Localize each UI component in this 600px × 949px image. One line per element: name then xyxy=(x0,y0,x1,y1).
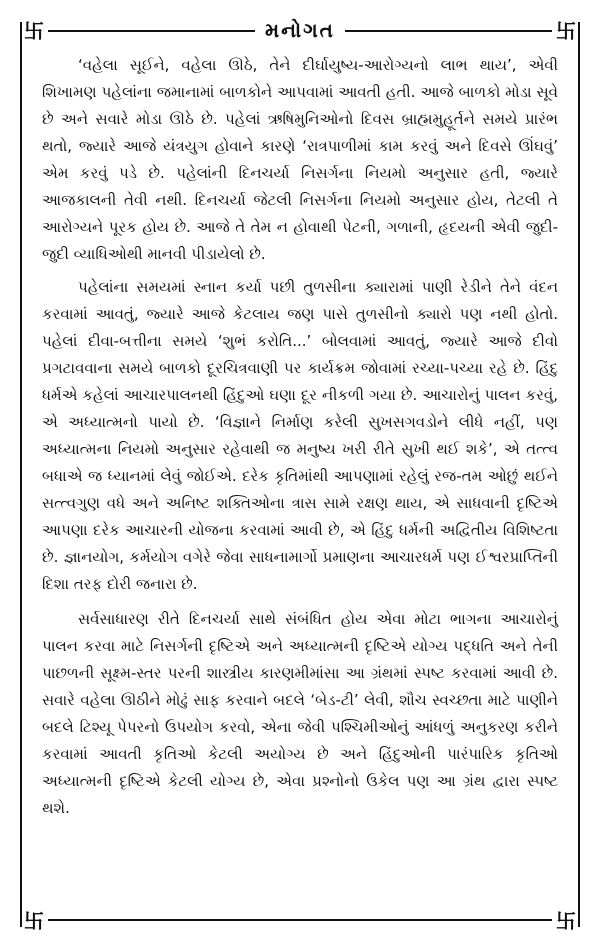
page-border xyxy=(20,14,580,935)
swastika-icon: 卐 xyxy=(556,909,576,933)
paragraph: પહેલાંના સમયમાં સ્નાન કર્યા પછી તુળસીના ક્યારામાં પાણી રેડીને તેને વંદન કરવામાં આવતું, જ્યારે આજે કેટલાય જણ પાસે તુળસીનો ક્યારો પણ નથી હોતો. પહેલાં દીવા-બત્તીના સમયે ‘શુભં કરોતિ...’ બોલવામાં આવતું, જ્યારે આજે દીવો પ્રગટાવવાના સમયે બાળકો દૂરચિત્રવાણી પર કાર્યક્રમ જોવામાં રચ્યા-પચ્યા રહે છે. હિંદુ ધર્મએ કહેલાં આચારપાલનથી હિંદુઓ ઘણા દૂર નીકળી ગયા છે. આચારોનું પાલન કરવું, એ અધ્યાત્મનો પાયો છે. ‘વિજ્ઞાને નિર્માણ કરેલી સુખસગવડોને લીધે નહીં, પણ અધ્યાત્મના નિયમો અનુસાર રહેવાથી જ મનુષ્ય ખરી રીતે સુખી થઈ શકે’, એ તત્ત્વ બધાએ જ ધ્યાનમાં લેવું જોઈએ. દરેક કૃતિમાંથી આપણામાં રહેલું રજ-તમ ઓછું થઈને સત્ત્વગુણ વધે અને અનિષ્ટ શક્તિઓના ત્રાસ સામે રક્ષણ થાય, એ સાધવાની દૃષ્ટિએ આપણા દરેક આચારની યોજના કરવામાં આવી છે, એ હિંદુ ધર્મની અદ્વિતીય વિશિષ્ટતા છે. જ્ઞાનયોગ, કર્મયોગ વગેરે જેવા સાધનામાર્ગો પ્રમાણના આચારધર્મ પણ ઈશ્વરપ્રાપ્તિની દિશા તરફ દોરી જનારા છે. xyxy=(42,278,558,593)
paragraph: સર્વસાધારણ રીતે દિનચર્યા સાથે સંબંધિત હોય એવા મોટા ભાગના આચારોનું પાલન કરવા માટે નિસર્ગની દૃષ્ટિએ અને અધ્યાત્મની દૃષ્ટિએ યોગ્ય પદ્ધતિ અને તેની પાછળની સૂક્ષ્મ-સ્તર પરની શાસ્ત્રીય કારણમીમાંસા આ ગ્રંથમાં સ્પષ્ટ કરવામાં આવી છે. સવારે વહેલા ઊઠીને મોઢું સાફ કરવાને બદલે ‘બેડ-ટી’ લેવી, શૌચ સ્વચ્છતા માટે પાણીને બદલે ટિશ્યૂ પેપરનો ઉપયોગ કરવો, એના જેવી પશ્ચિમીઓનું આંધળું અનુકરણ કરીને કરવામાં આવતી કૃતિઓ કેટલી અયોગ્ય છે અને હિંદુઓની પારંપારિક કૃતિઓ અધ્યાત્મની દૃષ્ટિએ કેટલી યોગ્ય છે, એવા પ્રશ્નોનો ઉકેલ પણ આ ગ્રંથ દ્વારા સ્પષ્ટ થશે. xyxy=(42,610,558,817)
paragraph: ‘વહેલા સૂઈને, વહેલા ઊઠે, તેને દીર્ઘાયુષ્ય-આરોગ્યનો લાભ થાય’, એવી શિખામણ પહેલાંના જમાનામાં બાળકોને આપવામાં આવતી હતી. આજે બાળકો મોડા સૂવે છે અને સવારે મોડા ઊઠે છે. પહેલાં ઋષિમુનિઓનો દિવસ બ્રાહ્મમુહૂર્તને સમયે પ્રારંભ થતો, જ્યારે આજે યંત્રયુગ હોવાને કારણે ‘રાત્રપાળીમાં કામ કરવું અને દિવસે ઊંઘવું’ એમ કરવું પડે છે. પહેલાંની દિનચર્યા નિસર્ગના નિયમો અનુસાર હતી, જ્યારે આજકાલની તેવી નથી. દિનચર્યા જેટલી નિસર્ગના નિયમો અનુસાર હોય, તેટલી તે આરોગ્યને પૂરક હોય છે. આજે તે તેમ ન હોવાથી પેટની, ગળાની, હૃદયની એવી જુદી-જુદી વ્યાધિઓથી માનવી પીડાયેલો છે. xyxy=(42,56,558,263)
body-text xyxy=(42,52,558,909)
header xyxy=(20,16,580,44)
right-border xyxy=(578,22,580,927)
swastika-icon: 卐 xyxy=(24,19,44,43)
swastika-icon: 卐 xyxy=(24,909,44,933)
page-title: મનોગત xyxy=(255,16,345,44)
left-border xyxy=(20,22,22,927)
swastika-icon: 卐 xyxy=(556,19,576,43)
bottom-rule xyxy=(48,919,552,921)
